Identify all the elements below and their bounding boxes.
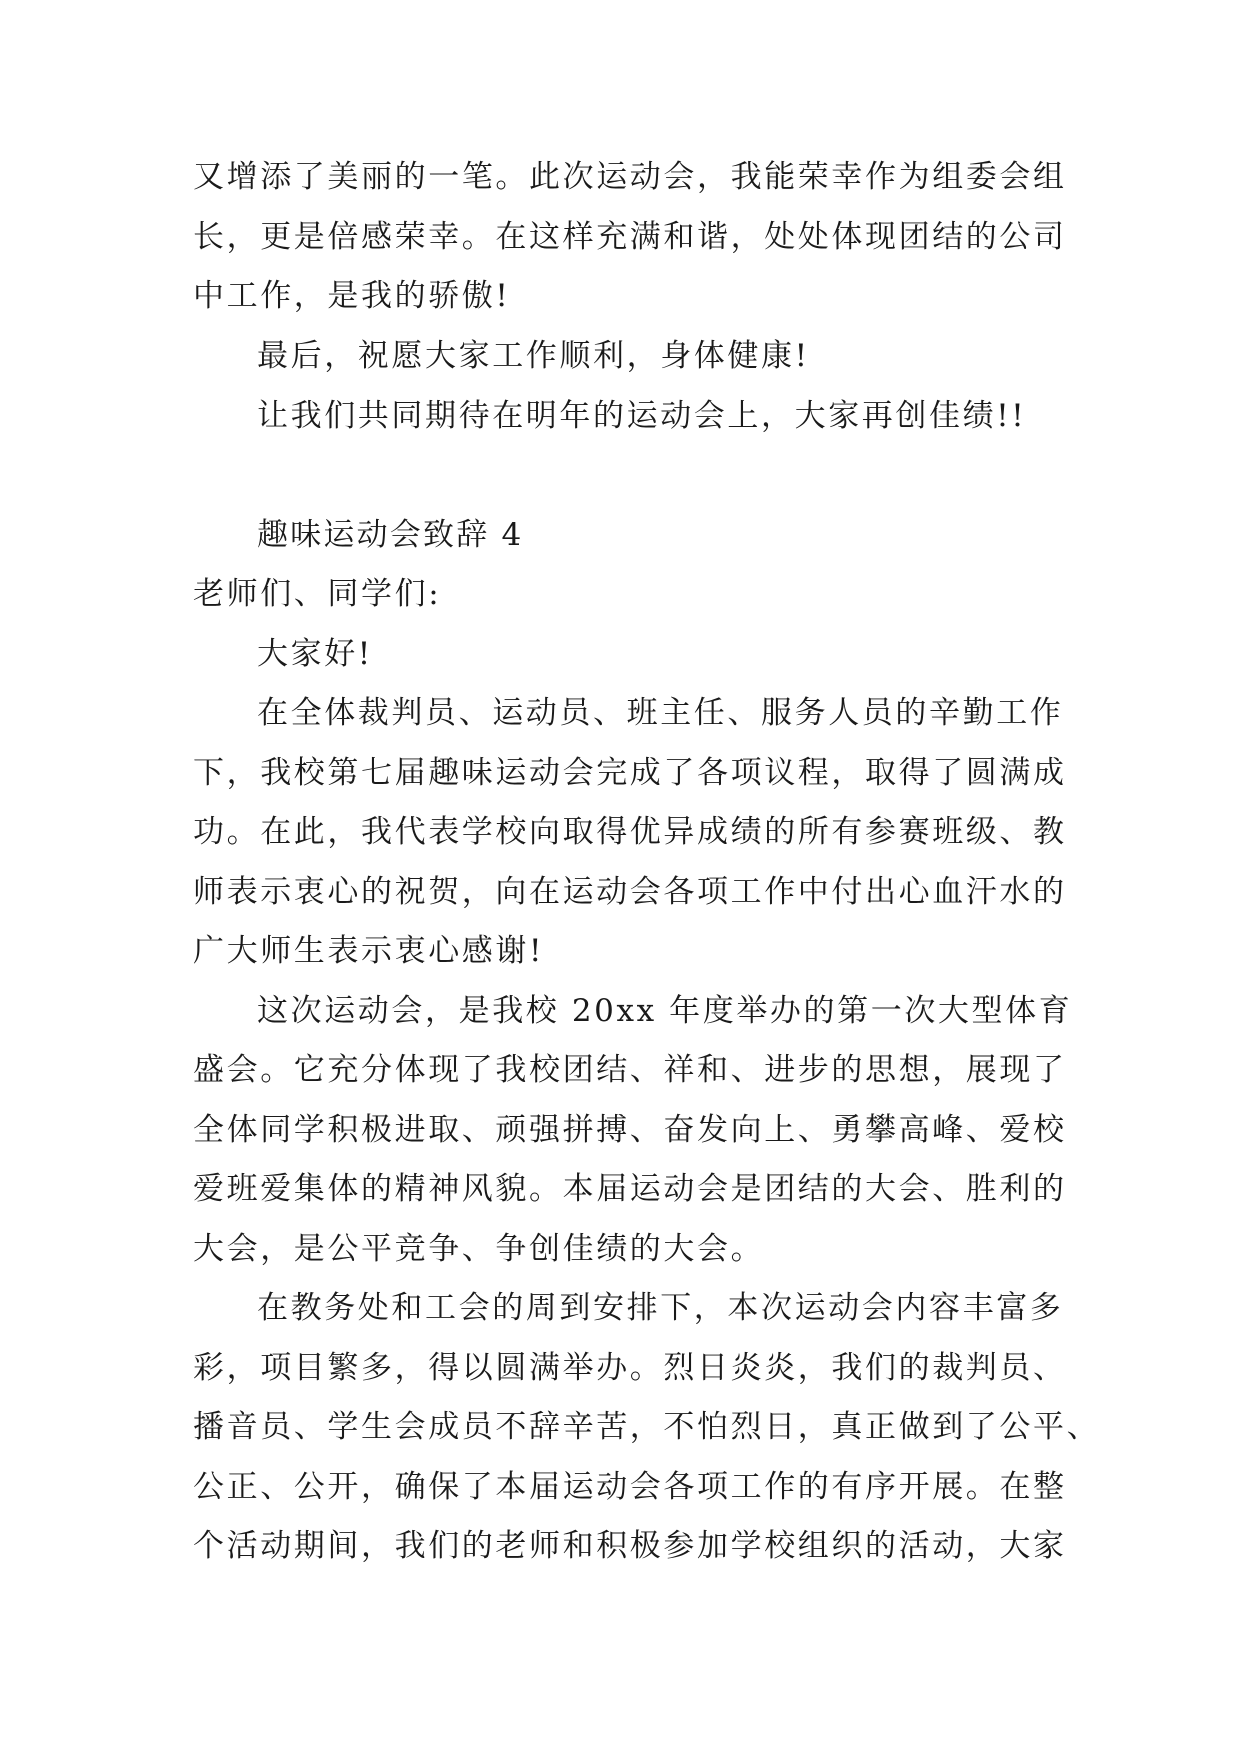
paragraph-line: 让我们共同期待在明年的运动会上，大家再创佳绩!!: [257, 398, 1027, 434]
paragraph-line: 这次运动会，是我校 20xx 年度举办的第一次大型体育: [257, 993, 1073, 1029]
paragraph-line: 彩，项目繁多，得以圆满举办。烈日炎炎，我们的裁判员、: [193, 1350, 1067, 1386]
paragraph-line: 中工作，是我的骄傲!: [193, 278, 511, 314]
paragraph-line: 播音员、学生会成员不辞辛苦，不怕烈日，真正做到了公平、: [193, 1409, 1101, 1445]
salutation: 老师们、同学们:: [193, 576, 442, 612]
paragraph-line: 又增添了美丽的一笔。此次运动会，我能荣幸作为组委会组: [193, 159, 1067, 195]
section-heading: 趣味运动会致辞 4: [257, 517, 524, 553]
paragraph-line: 在全体裁判员、运动员、班主任、服务人员的辛勤工作: [257, 695, 1064, 731]
paragraph-line: 爱班爱集体的精神风貌。本届运动会是团结的大会、胜利的: [193, 1171, 1067, 1207]
paragraph-line: 师表示衷心的祝贺，向在运动会各项工作中付出心血汗水的: [193, 874, 1067, 910]
paragraph-line: 最后，祝愿大家工作顺利，身体健康!: [257, 338, 810, 374]
paragraph-line: 功。在此，我代表学校向取得优异成绩的所有参赛班级、教: [193, 814, 1067, 850]
paragraph-line: 长，更是倍感荣幸。在这样充满和谐，处处体现团结的公司: [193, 219, 1067, 255]
paragraph-line: 在教务处和工会的周到安排下，本次运动会内容丰富多: [257, 1290, 1064, 1326]
greeting: 大家好!: [257, 636, 373, 672]
paragraph-line: 全体同学积极进取、顽强拼搏、奋发向上、勇攀高峰、爱校: [193, 1112, 1067, 1148]
paragraph-line: 下，我校第七届趣味运动会完成了各项议程，取得了圆满成: [193, 755, 1067, 791]
paragraph-line: 大会，是公平竞争、争创佳绩的大会。: [193, 1231, 765, 1267]
paragraph-line: 公正、公开，确保了本届运动会各项工作的有序开展。在整: [193, 1469, 1067, 1505]
paragraph-line: 广大师生表示衷心感谢!: [193, 933, 545, 969]
paragraph-line: 盛会。它充分体现了我校团结、祥和、进步的思想，展现了: [193, 1052, 1067, 1088]
paragraph-line: 个活动期间，我们的老师和积极参加学校组织的活动，大家: [193, 1528, 1067, 1564]
